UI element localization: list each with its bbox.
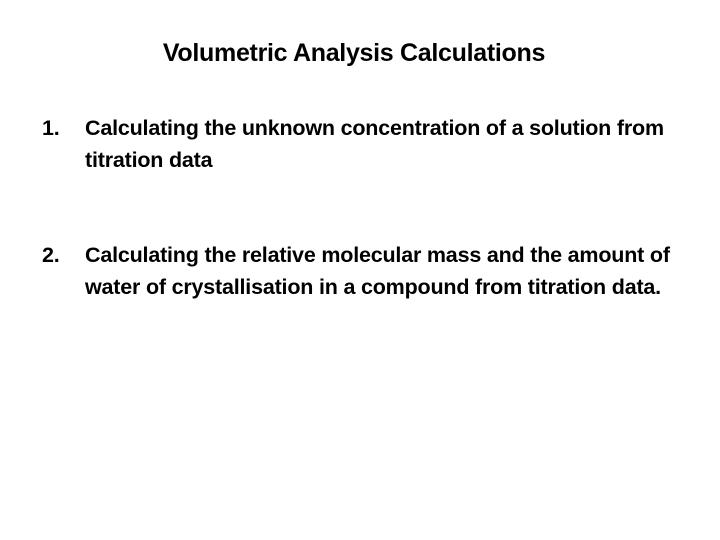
list-item-1: [42, 112, 682, 176]
list-item-number: 2.: [42, 243, 60, 267]
list-item-text: Calculating the unknown concentration of a solution from titration data: [85, 116, 664, 172]
list-item-2: [42, 239, 682, 303]
slide-title: Volumetric Analysis Calculations: [162, 39, 546, 67]
list-item-number: 1.: [42, 116, 60, 140]
numbered-list: [42, 112, 682, 303]
list-item-text: Calculating the relative molecular mass and the amount of water of crystallisation in a compound from titration data.: [85, 243, 670, 299]
